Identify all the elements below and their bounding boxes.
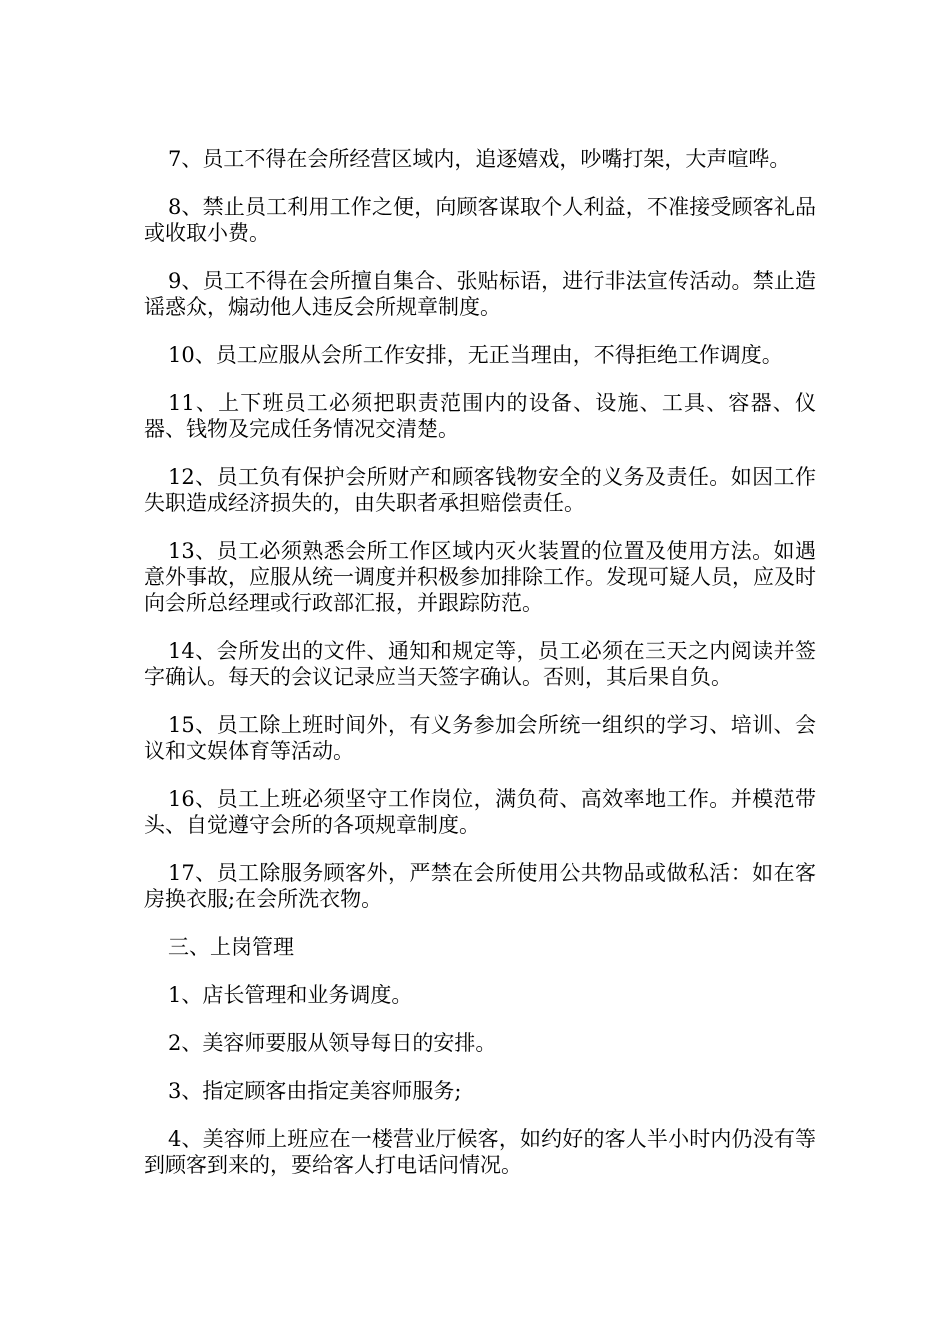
duty-2-paragraph: 2、美容师要服从领导每日的安排。: [168, 1031, 497, 1055]
rule-9-paragraph: 9、员工不得在会所擅自集合、张贴标语，进行非法宣传活动。禁止造谣惑众，煽动他人违反会所规章制度。: [144, 269, 816, 319]
rule-7-paragraph: 7、员工不得在会所经营区域内，追逐嬉戏，吵嘴打架，大声喧哗。: [168, 147, 791, 171]
rule-8-paragraph: 8、禁止员工利用工作之便，向顾客谋取个人利益，不准接受顾客礼品或收取小费。: [144, 195, 816, 245]
rule-11-paragraph: 11、上下班员工必须把职责范围内的设备、设施、工具、容器、仪器、钱物及完成任务情况交清楚。: [144, 391, 816, 441]
rule-14-paragraph: 14、会所发出的文件、通知和规定等，员工必须在三天之内阅读并签字确认。每天的会议记录应当天签字确认。否则，其后果自负。: [144, 639, 816, 689]
rule-13-paragraph: 13、员工必须熟悉会所工作区域内灭火装置的位置及使用方法。如遇意外事故，应服从统一调度并积极参加排除工作。发现可疑人员，应及时向会所总经理或行政部汇报，并跟踪防范。: [144, 539, 816, 615]
section-heading: 三、上岗管理: [168, 935, 294, 959]
duty-1-paragraph: 1、店长管理和业务调度。: [168, 983, 413, 1007]
document-body: [144, 146, 816, 1200]
rule-17-paragraph: 17、员工除服务顾客外，严禁在会所使用公共物品或做私活：如在客房换衣服;在会所洗衣物。: [144, 861, 816, 911]
rule-15-paragraph: 15、员工除上班时间外，有义务参加会所统一组织的学习、培训、会议和文娱体育等活动。: [144, 713, 816, 763]
duty-4-paragraph: 4、美容师上班应在一楼营业厅候客，如约好的客人半小时内仍没有等到顾客到来的，要给客人打电话问情况。: [144, 1127, 816, 1177]
rule-12-paragraph: 12、员工负有保护会所财产和顾客钱物安全的义务及责任。如因工作失职造成经济损失的，由失职者承担赔偿责任。: [144, 465, 816, 515]
rule-10-paragraph: 10、员工应服从会所工作安排，无正当理由，不得拒绝工作调度。: [168, 343, 783, 367]
duty-3-paragraph: 3、指定顾客由指定美容师服务;: [168, 1079, 462, 1103]
rule-16-paragraph: 16、员工上班必须坚守工作岗位，满负荷、高效率地工作。并模范带头、自觉遵守会所的各项规章制度。: [144, 787, 816, 837]
